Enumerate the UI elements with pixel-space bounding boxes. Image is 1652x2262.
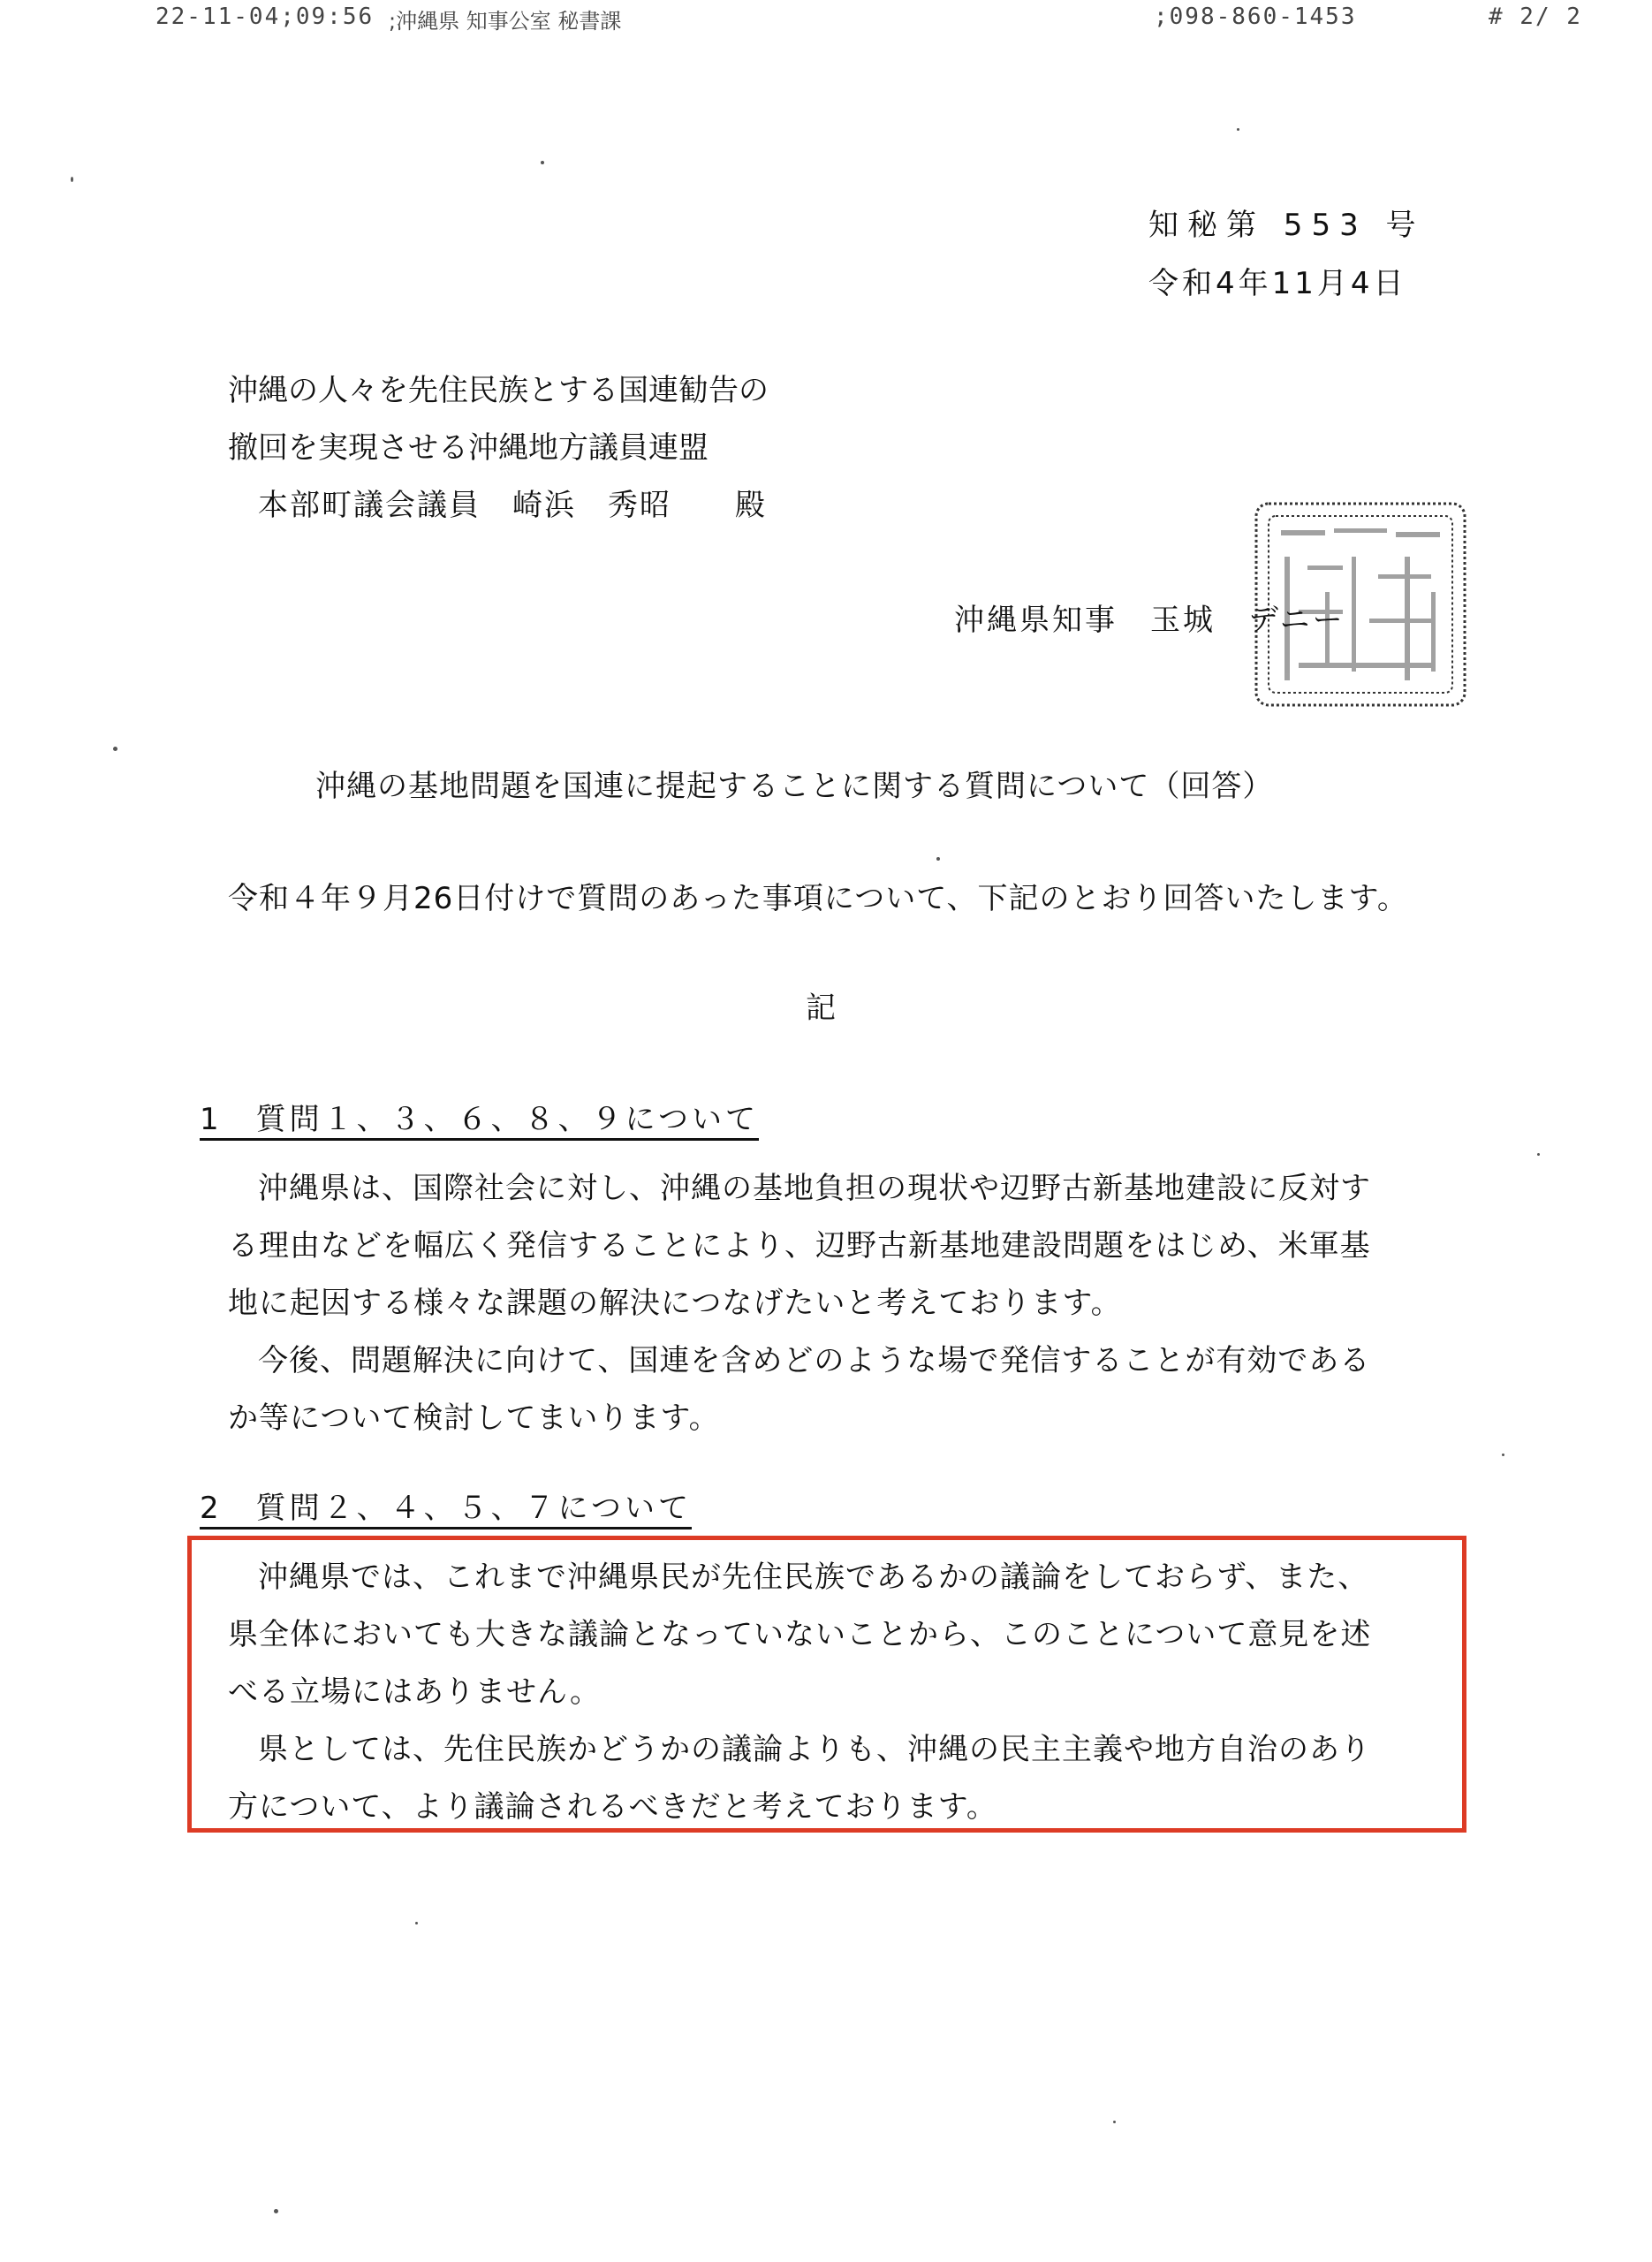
section-2-line: 方について、より議論されるべきだと考えております。 — [228, 1789, 997, 1825]
scan-speck — [415, 1922, 418, 1924]
document-title: 沖縄の基地問題を国連に提起することに関する質問について（回答） — [315, 769, 1274, 804]
scan-speck — [1537, 1153, 1540, 1156]
section-2-line: べる立場にはありません。 — [228, 1674, 602, 1710]
section-1-line: る理由などを幅広く発信することにより、辺野古新基地建設問題をはじめ、米軍基 — [228, 1228, 1371, 1264]
section-1-line: 沖縄県は、国際社会に対し、沖縄の基地負担の現状や辺野古新基地建設に反対す — [258, 1171, 1371, 1206]
document-number: 知秘第 553 号 — [1148, 208, 1425, 243]
scan-speck — [936, 857, 940, 861]
scan-speck — [1113, 2121, 1116, 2123]
fax-sender: ;沖縄県 知事公室 秘書課 — [389, 9, 622, 34]
section-2-line: 沖縄県では、これまで沖縄県民が先住民族であるかの議論をしておらず、また、 — [258, 1560, 1369, 1595]
scan-speck — [1502, 1454, 1504, 1456]
sender-name: 沖縄県知事 玉城 デニー — [954, 603, 1345, 638]
section-2-line: 県としては、先住民族かどうかの議論よりも、沖縄の民主主義や地方自治のあり — [258, 1732, 1371, 1767]
section-1-line: 今後、問題解決に向けて、国連を含めどのような場で発信することが有効である — [258, 1343, 1371, 1378]
fax-phone: ;098-860-1453 — [1154, 4, 1357, 30]
section-2-line: 県全体においても大きな議論となっていないことから、このことについて意見を述 — [228, 1617, 1372, 1652]
intro-text: 令和４年９月26日付けで質問のあった事項について、下記のとおり回答いたします。 — [228, 881, 1408, 916]
scan-speck — [274, 2209, 278, 2213]
section-1-heading: 1 質問１、３、６、８、９について — [200, 1104, 759, 1141]
fax-timestamp: 22-11-04;09:56 — [155, 4, 375, 30]
ki-heading: 記 — [806, 991, 836, 1026]
scan-speck — [1237, 128, 1239, 131]
section-1-line: 地に起因する様々な課題の解決につなげたいと考えております。 — [228, 1286, 1122, 1321]
fax-header — [0, 2, 1652, 41]
section-1-line: か等について検討してまいります。 — [228, 1400, 720, 1436]
section-2-heading: 2 質問２、４、５、７について — [200, 1493, 692, 1530]
scan-speck — [71, 177, 73, 182]
addressee-line-3: 本部町議会議員 崎浜 秀昭 殿 — [258, 488, 767, 523]
addressee-line-2: 撤回を実現させる沖縄地方議員連盟 — [228, 430, 709, 466]
fax-page-number: # 2/ 2 — [1489, 4, 1582, 30]
scan-speck — [541, 161, 544, 164]
scan-speck — [113, 747, 117, 751]
addressee-line-1: 沖縄の人々を先住民族とする国連勧告の — [228, 373, 769, 408]
document-date: 令和4年11月4日 — [1148, 266, 1407, 301]
